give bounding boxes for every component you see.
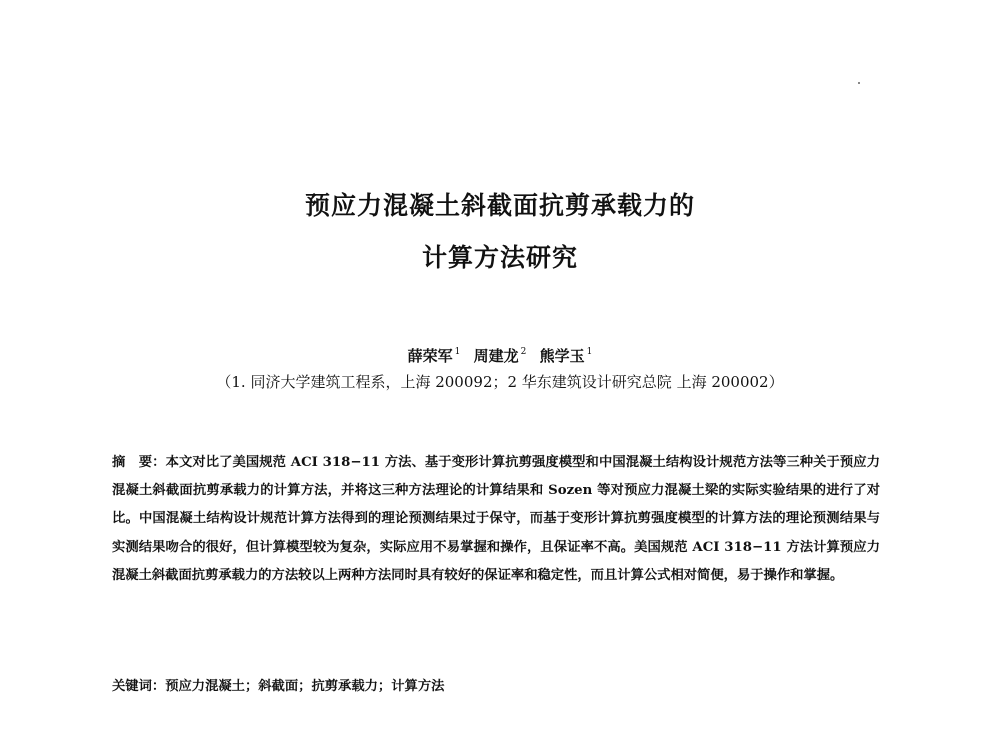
author-name: 薛荣军: [407, 347, 453, 365]
author: [474, 347, 527, 365]
paper-title-line2: 计算方法研究: [421, 243, 578, 272]
keywords: [112, 676, 880, 698]
keywords-label: 关键词：: [112, 679, 166, 694]
author-list: [0, 342, 1000, 366]
paper-title-line1: 预应力混凝土斜截面抗剪承载力的: [304, 191, 695, 220]
affiliation-mark: 2: [520, 347, 527, 357]
abstract: [112, 449, 880, 590]
author: [408, 347, 461, 365]
scan-speck: [858, 82, 860, 84]
abstract-text: 本文对比了美国规范 ACI 318−11 方法、基于变形计算抗剪强度模型和中国混凝土结构设计规范方法等三种关于预应力混凝土斜截面抗剪承载力的计算方法，并将这三种方法理论的计算结果和 Sozen 等对预应力混凝土梁的实际实验结果的进行了对比。中国混凝土结构设计规范计算方法得到的理论预测结果过于保守，而基于变形计算抗剪强度模型的计算方法的理论预测结果与实测结果吻合的很好，但计算模型较为复杂，实际应用不易掌握和操作，且保证率不高。美国规范 ACI 318−11 方法计算预应力混凝土斜截面抗剪承载力的方法较以上两种方法同时具有较好的保证率和稳定性，而且计算公式相对简便，易于操作和掌握。: [112, 455, 880, 583]
affiliation-mark: 1: [586, 347, 593, 357]
author-name: 熊学玉: [539, 347, 585, 365]
author-name: 周建龙: [473, 347, 519, 365]
affiliations: （1. 同济大学建筑工程系，上海 200092；2 华东建筑设计研究总院 上海 200002）: [216, 373, 784, 391]
abstract-label: 摘 要：: [112, 455, 166, 470]
affiliation-mark: 1: [454, 347, 461, 357]
keywords-text: 预应力混凝土；斜截面；抗剪承载力；计算方法: [165, 679, 445, 694]
author: [540, 347, 593, 365]
